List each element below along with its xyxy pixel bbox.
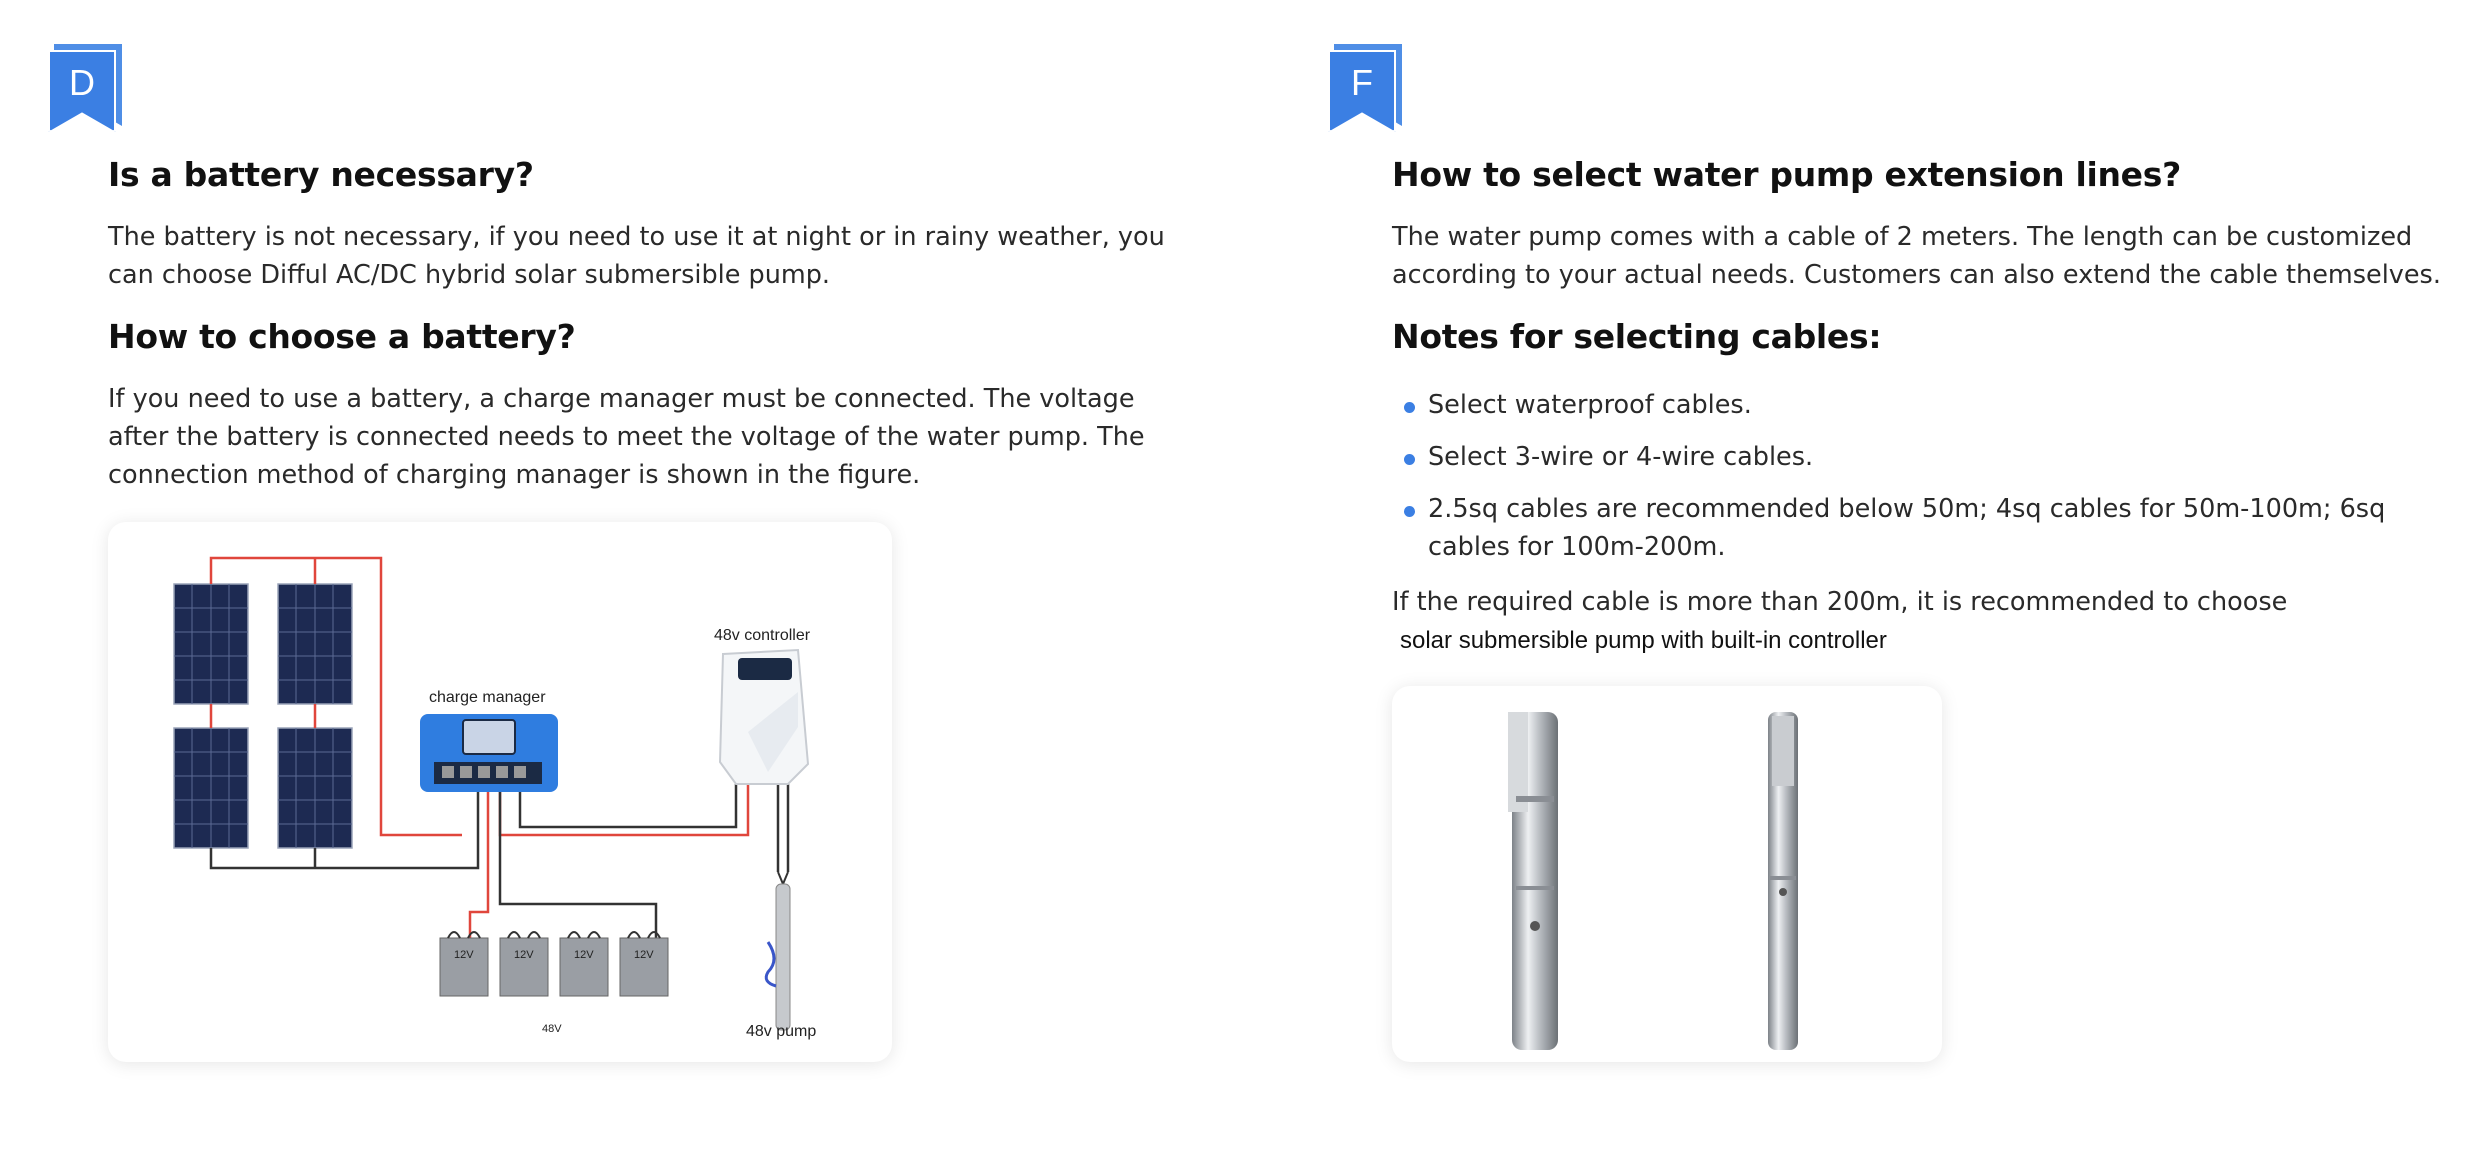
battery-icon (440, 932, 488, 996)
submersible-pump-icon (766, 872, 790, 1030)
battery-icon (560, 932, 608, 996)
badge-letter: D (69, 62, 95, 103)
question-title-extension-lines: How to select water pump extension lines? (1392, 155, 2181, 194)
battery-label: 12V (634, 949, 654, 961)
battery-total-label: 48V (542, 1023, 562, 1035)
question-title-selecting-cables: Notes for selecting cables: (1392, 317, 1882, 356)
battery-label: 12V (514, 949, 534, 961)
list-item: Select waterproof cables. (1392, 386, 2392, 424)
battery-bank (440, 932, 668, 996)
question-title-battery-necessary: Is a battery necessary? (108, 155, 534, 194)
bullet-dot-icon (1404, 402, 1415, 413)
question-title-choose-battery: How to choose a battery? (108, 317, 576, 356)
battery-label: 12V (454, 949, 474, 961)
controller-label: 48v controller (714, 627, 811, 644)
bookmark-badge-d (48, 44, 122, 132)
list-item: 2.5sq cables are recommended below 50m; 4sq cables for 50m-100m; 6sq cables for 100m-200m. (1392, 490, 2392, 566)
wiring-diagram-card (108, 522, 892, 1062)
cable-notes-list (1392, 386, 2392, 580)
battery-icon (500, 932, 548, 996)
answer-text-choose-battery: If you need to use a battery, a charge manager must be connected. The voltage after the battery is connected needs to meet the voltage of the water pump. The connection method of charging manager is shown in the figure. (108, 384, 1145, 490)
pump-product-images (1392, 686, 1942, 1062)
answer-text-extension-lines: The water pump comes with a cable of 2 meters. The length can be customized according to your actual needs. Customers can also extend the cable themselves. (1392, 222, 2441, 290)
solar-panel-array (174, 584, 352, 848)
long-cable-note: If the required cable is more than 200m, it is recommended to choose (1392, 587, 2288, 617)
pump-icon (1768, 712, 1798, 1050)
pump-label: 48v pump (746, 1023, 817, 1040)
list-item: Select 3-wire or 4-wire cables. (1392, 438, 2392, 476)
battery-label: 12V (574, 949, 594, 961)
bullet-dot-icon (1404, 454, 1415, 465)
badge-letter: F (1351, 62, 1373, 103)
pump-controller-device (720, 650, 808, 784)
bullet-dot-icon (1404, 506, 1415, 517)
built-in-controller-pump-link[interactable]: solar submersible pump with built-in controller (1400, 627, 1887, 654)
charge-manager-device (420, 714, 558, 792)
wiring-diagram (108, 522, 892, 1062)
pump-icon (1508, 712, 1558, 1050)
charge-manager-label: charge manager (429, 689, 546, 706)
battery-icon (620, 932, 668, 996)
pump-product-card (1392, 686, 1942, 1062)
bookmark-badge-f (1328, 44, 1402, 132)
answer-text-battery-necessary: The battery is not necessary, if you need to use it at night or in rainy weather, you can choose Difful AC/DC hybrid solar submersible pump. (108, 222, 1165, 290)
